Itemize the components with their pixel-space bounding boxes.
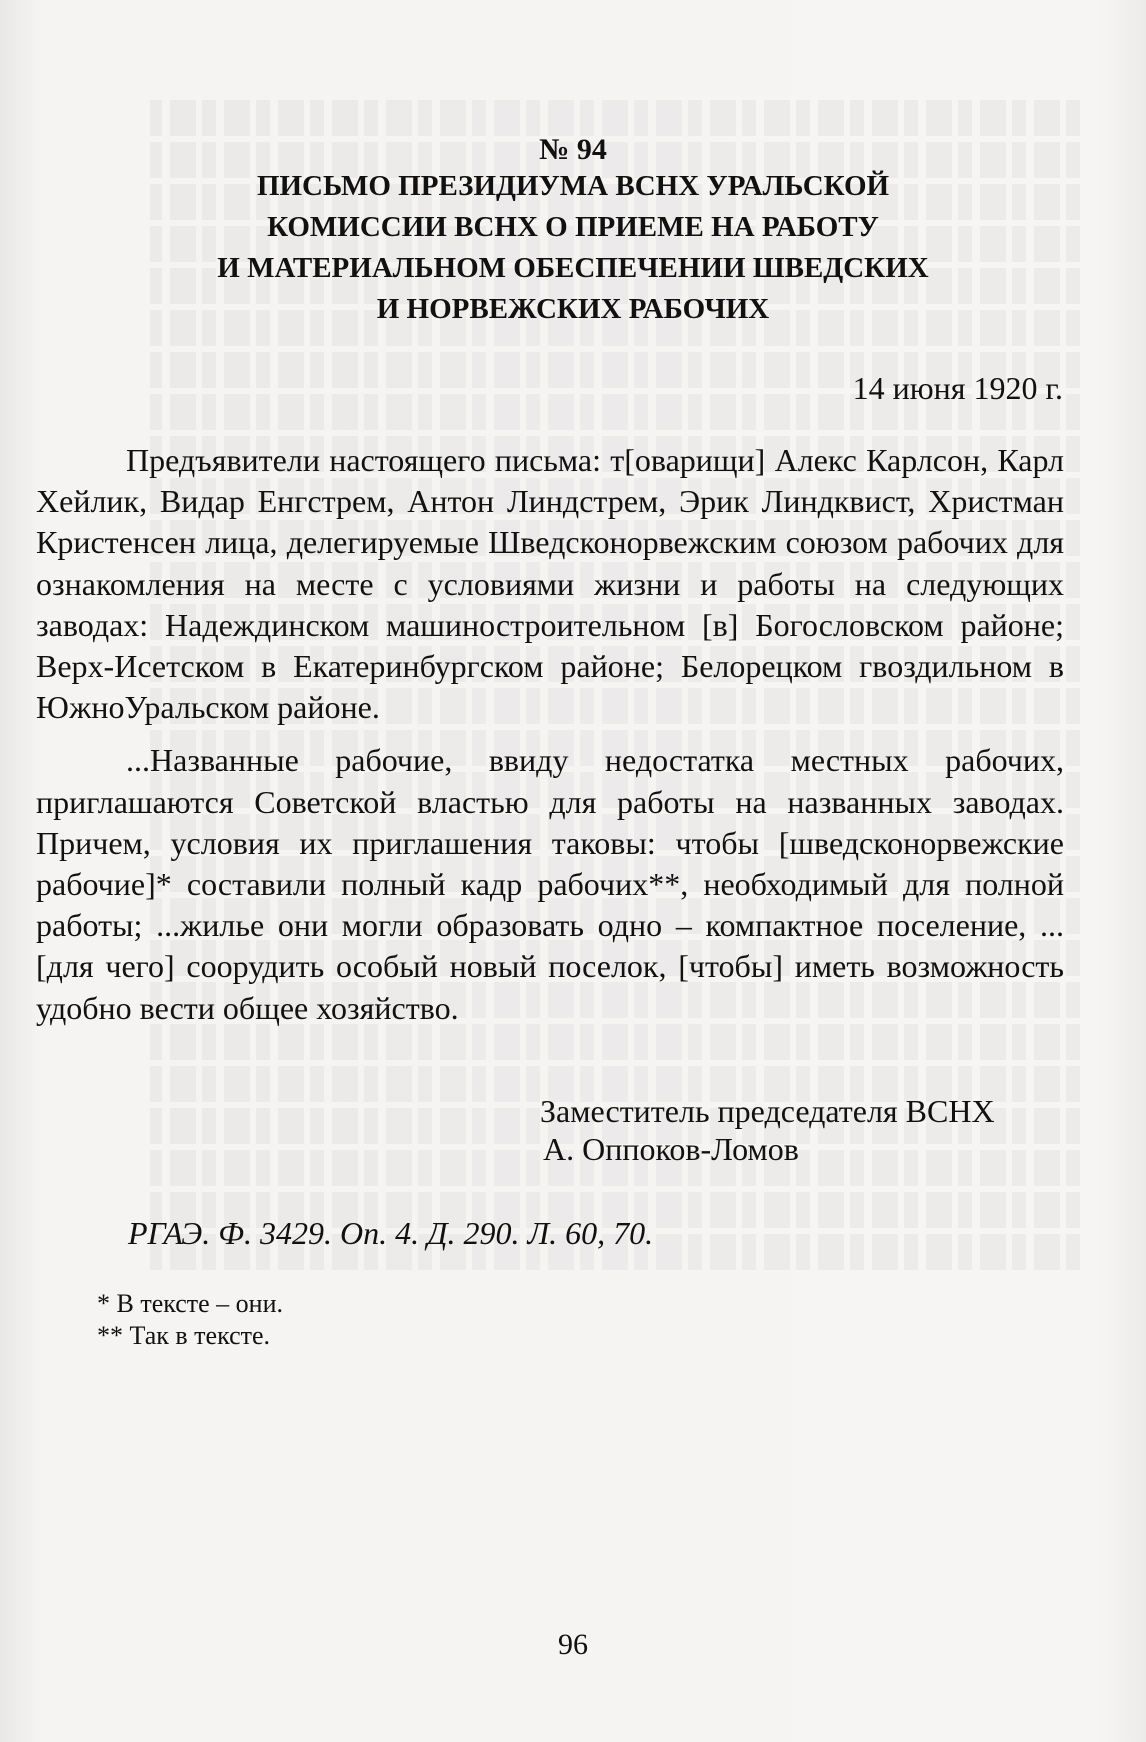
footnote: * В тексте – они. [97, 1289, 283, 1318]
document-number: № 94 [539, 133, 607, 166]
document-date: 14 июня 1920 г. [852, 370, 1063, 406]
title-line: ПИСЬМО ПРЕЗИДИУМА ВСНХ УРАЛЬСКОЙ [256, 170, 890, 202]
page-number: 96 [558, 1628, 588, 1661]
title-line: И НОРВЕЖСКИХ РАБОЧИХ [376, 293, 770, 325]
footnotes [97, 1288, 283, 1352]
signatory-name: А. Оппоков-Ломов [543, 1131, 799, 1167]
letter-body [36, 440, 1064, 1029]
signatory-position: Заместитель председателя ВСНХ [540, 1093, 995, 1129]
signature-block [540, 1092, 995, 1168]
paragraph: ...Названные рабочие, ввиду недостатка местных рабочих, приглашаются Советской властью для работы на названных заводах. Причем, условия их приглашения таковы: чтобы [шведсконорвежские рабочие]* составили полный кадр рабочих**, необходимый для полной работы; ...жилье они могли образовать одно – компактное поселение, ...[для чего] соорудить особый новый поселок, [чтобы] иметь возможность удобно вести общее хозяйство. [36, 742, 1064, 1026]
paragraph: Предъявители настоящего письма: т[оварищи] Алекс Карлсон, Карл Хейлик, Видар Енгстрем, Антон Линдстрем, Эрик Линдквист, Христман Кристенсен лица, делегируемые Шведсконорвежским союзом рабочих для ознакомления на месте с условиями жизни и работы на следующих заводах: Надеждинском машиностроительном [в] Богословском районе; Верх-Исетском в Екатеринбургском районе; Белорецком гвоздильном в ЮжноУральском районе. [36, 442, 1064, 726]
title-line: КОМИССИИ ВСНХ О ПРИЕМЕ НА РАБОТУ [267, 211, 879, 243]
document-title [100, 166, 1046, 330]
archive-source: РГАЭ. Ф. 3429. Оп. 4. Д. 290. Л. 60, 70. [128, 1215, 654, 1251]
footnote: ** Так в тексте. [97, 1321, 271, 1350]
title-line: И МАТЕРИАЛЬНОМ ОБЕСПЕЧЕНИИ ШВЕДСКИХ [217, 252, 929, 284]
